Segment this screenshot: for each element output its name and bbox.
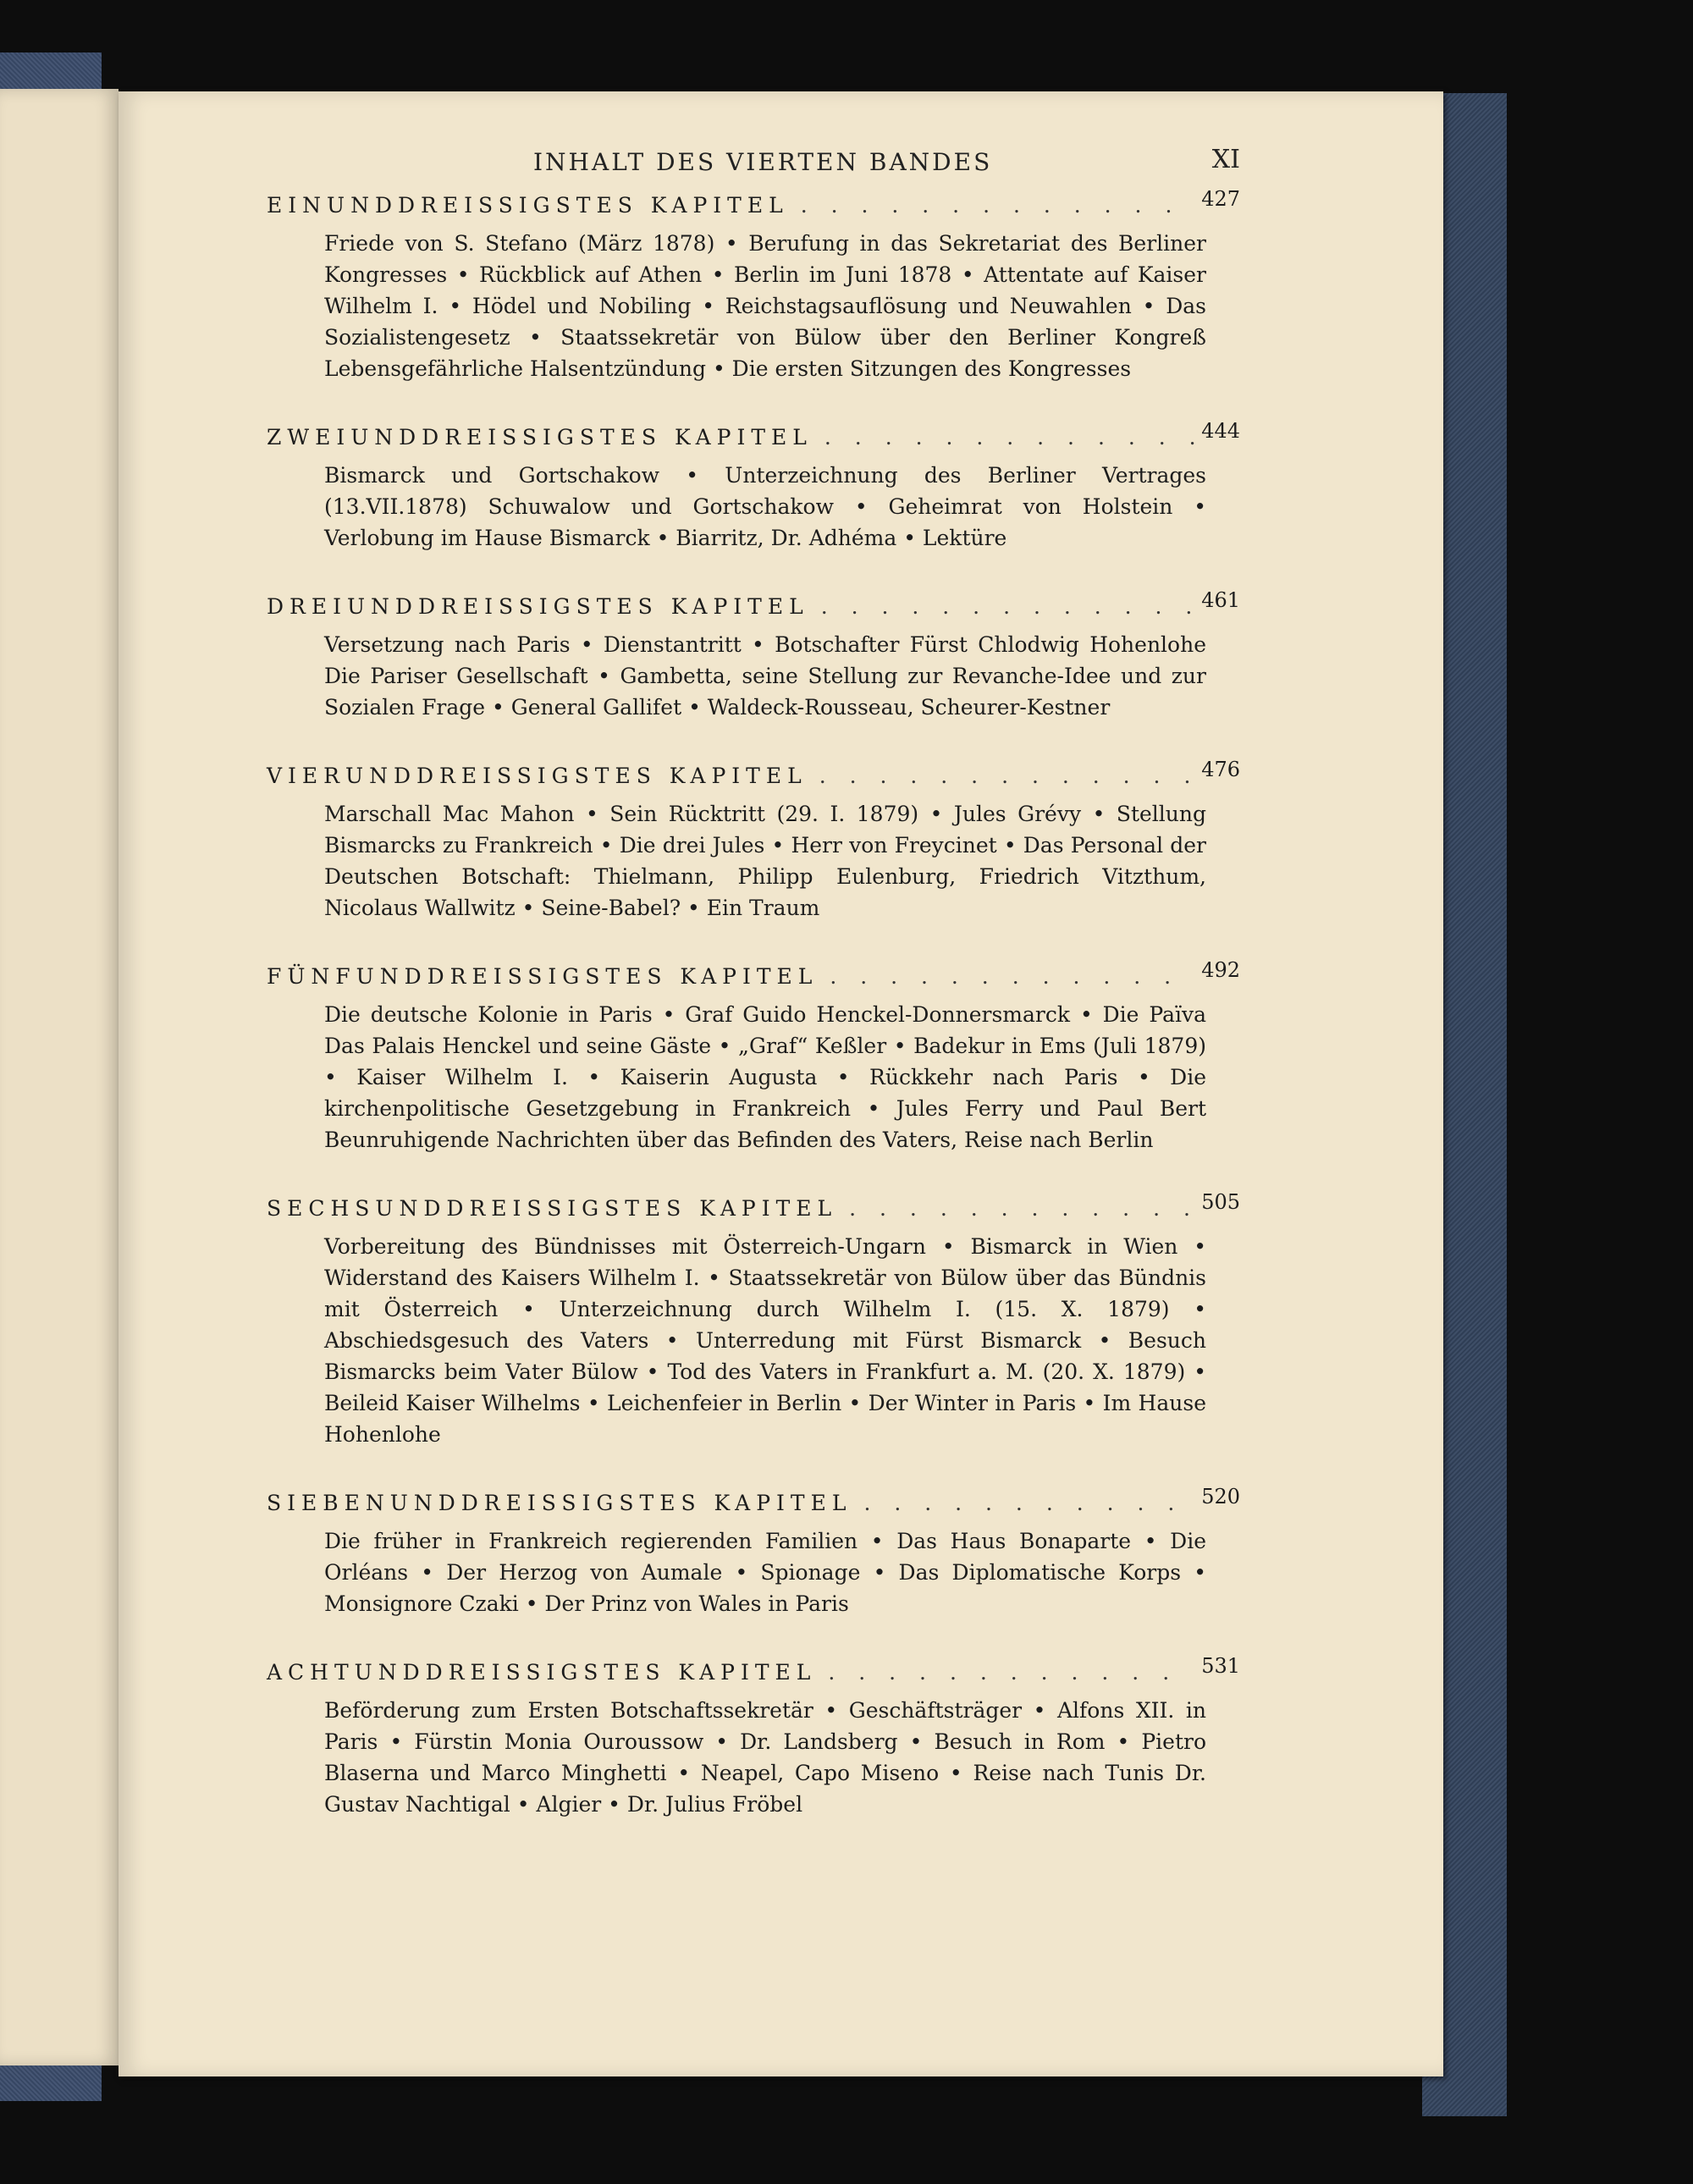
chapter-summary: Vorbereitung des Bündnisses mit Österreich-Ungarn • Bismarck in Wien • Widerstand des Kaisers Wilhelm I. • Staatssekretär von Bülow über das Bündnis mit Österreich • Unterzeichnung durch Wilhelm I. (15. X. 1879) • Abschiedsgesuch des Vaters • Unterredung mit Fürst Bismarck • Besuch Bismarcks beim Vater Bülow • Tod des Vaters in Frankfurt a. M. (20. X. 1879) • Beileid Kaiser Wilhelms • Leichenfeier in Berlin • Der Winter in Paris • Im Hause Hohenlohe: [324, 1234, 1206, 1447]
chapter-heading: [267, 419, 1240, 449]
chapter-summary: Beförderung zum Ersten Botschaftssekretär • Geschäftsträger • Alfons XII. in Paris • Fürstin Monia Ouroussow • Dr. Landsberg • Besuch in Rom • Pietro Blaserna und Marco Minghetti • Neapel, Capo Miseno • Reise nach Tunis Dr. Gustav Nachtigal • Algier • Dr. Julius Fröbel: [324, 1698, 1206, 1817]
dot-leader: [819, 764, 1194, 788]
chapter-page-number: 531: [1201, 1654, 1240, 1678]
chapter-entry: [267, 187, 1240, 384]
chapter-summary: Friede von S. Stefano (März 1878) • Berufung in das Sekretariat des Berliner Kongresses • Rückblick auf Athen • Berlin im Juni 1878 • Attentate auf Kaiser Wilhelm I. • Hödel und Nobiling • Reichstagsauflösung und Neuwahlen • Das Sozialistengesetz • Staatssekretär von Bülow über den Berliner Kongreß Lebensgefährliche Halsentzündung • Die ersten Sitzungen des Kongresses: [324, 231, 1206, 381]
dot-leader: [801, 193, 1194, 218]
chapter-page-number: 461: [1201, 588, 1240, 612]
chapter-summary: Versetzung nach Paris • Dienstantritt • Botschafter Fürst Chlodwig Hohenlohe Die Pariser Gesellschaft • Gambetta, seine Stellung zur Revanche-Idee und zur Sozialen Frage • General Gallifet • Waldeck-Rousseau, Scheurer-Kestner: [324, 632, 1206, 720]
dot-leader: [821, 594, 1194, 619]
chapter-heading: [267, 1190, 1240, 1221]
chapter-entry: [267, 1190, 1240, 1450]
chapter-entry: [267, 419, 1240, 554]
chapter-heading: [267, 1654, 1240, 1685]
chapter-heading: [267, 187, 1240, 218]
chapter-entry: [267, 1485, 1240, 1619]
chapter-heading: [267, 958, 1240, 989]
chapter-title: SECHSUNDDREISSIGSTES KAPITEL: [267, 1196, 838, 1221]
chapter-summary: Marschall Mac Mahon • Sein Rücktritt (29. I. 1879) • Jules Grévy • Stellung Bismarcks zu Frankreich • Die drei Jules • Herr von Freycinet • Das Personal der Deutschen Botschaft: Thielmann, Philipp Eulenburg, Friedrich Vitzthum, Nicolaus Wallwitz • Seine-Babel? • Ein Traum: [324, 802, 1206, 920]
chapter-title: SIEBENUNDDREISSIGSTES KAPITEL: [267, 1491, 852, 1515]
chapter-entry: [267, 1654, 1240, 1820]
running-header-title: INHALT DES VIERTEN BANDES: [533, 148, 993, 176]
table-of-contents: [267, 187, 1240, 1861]
dot-leader: [824, 425, 1194, 449]
chapter-title: ZWEIUNDDREISSIGSTES KAPITEL: [267, 425, 813, 449]
page-number: XI: [1211, 145, 1240, 174]
dot-leader: [863, 1491, 1194, 1515]
chapter-page-number: 505: [1201, 1190, 1240, 1214]
chapter-title: DREIUNDDREISSIGSTES KAPITEL: [267, 594, 809, 619]
dot-leader: [830, 964, 1194, 989]
chapter-title: VIERUNDDREISSIGSTES KAPITEL: [267, 764, 808, 788]
chapter-title: ACHTUNDDREISSIGSTES KAPITEL: [267, 1660, 817, 1685]
chapter-title: FÜNFUNDDREISSIGSTES KAPITEL: [267, 964, 819, 989]
dot-leader: [849, 1196, 1194, 1221]
chapter-title: EINUNDDREISSIGSTES KAPITEL: [267, 193, 789, 218]
facing-page-edge: [0, 89, 119, 2065]
chapter-summary: Die früher in Frankreich regierenden Familien • Das Haus Bonaparte • Die Orléans • Der Herzog von Aumale • Spionage • Das Diplomatische Korps • Monsignore Czaki • Der Prinz von Wales in Paris: [324, 1529, 1206, 1616]
chapter-page-number: 444: [1201, 419, 1240, 443]
chapter-heading: [267, 588, 1240, 619]
chapter-summary: Die deutsche Kolonie in Paris • Graf Guido Henckel-Donnersmarck • Die Païva Das Palais Henckel und seine Gäste • „Graf“ Keßler • Badekur in Ems (Juli 1879) • Kaiser Wilhelm I. • Kaiserin Augusta • Rückkehr nach Paris • Die kirchenpolitische Gesetzgebung in Frankreich • Jules Ferry und Paul Bert Beunruhigende Nachrichten über das Befinden des Vaters, Reise nach Berlin: [324, 1002, 1206, 1152]
chapter-heading: [267, 1485, 1240, 1515]
chapter-page-number: 492: [1201, 958, 1240, 982]
chapter-page-number: 520: [1201, 1485, 1240, 1508]
chapter-summary: Bismarck und Gortschakow • Unterzeichnung des Berliner Vertrages (13.VII.1878) Schuwalow und Gortschakow • Geheimrat von Holstein • Verlobung im Hause Bismarck • Biarritz, Dr. Adhéma • Lektüre: [324, 463, 1206, 550]
chapter-entry: [267, 758, 1240, 924]
chapter-page-number: 427: [1201, 187, 1240, 211]
dot-leader: [828, 1660, 1194, 1685]
chapter-heading: [267, 758, 1240, 788]
chapter-entry: [267, 588, 1240, 723]
chapter-entry: [267, 958, 1240, 1155]
chapter-page-number: 476: [1201, 758, 1240, 781]
